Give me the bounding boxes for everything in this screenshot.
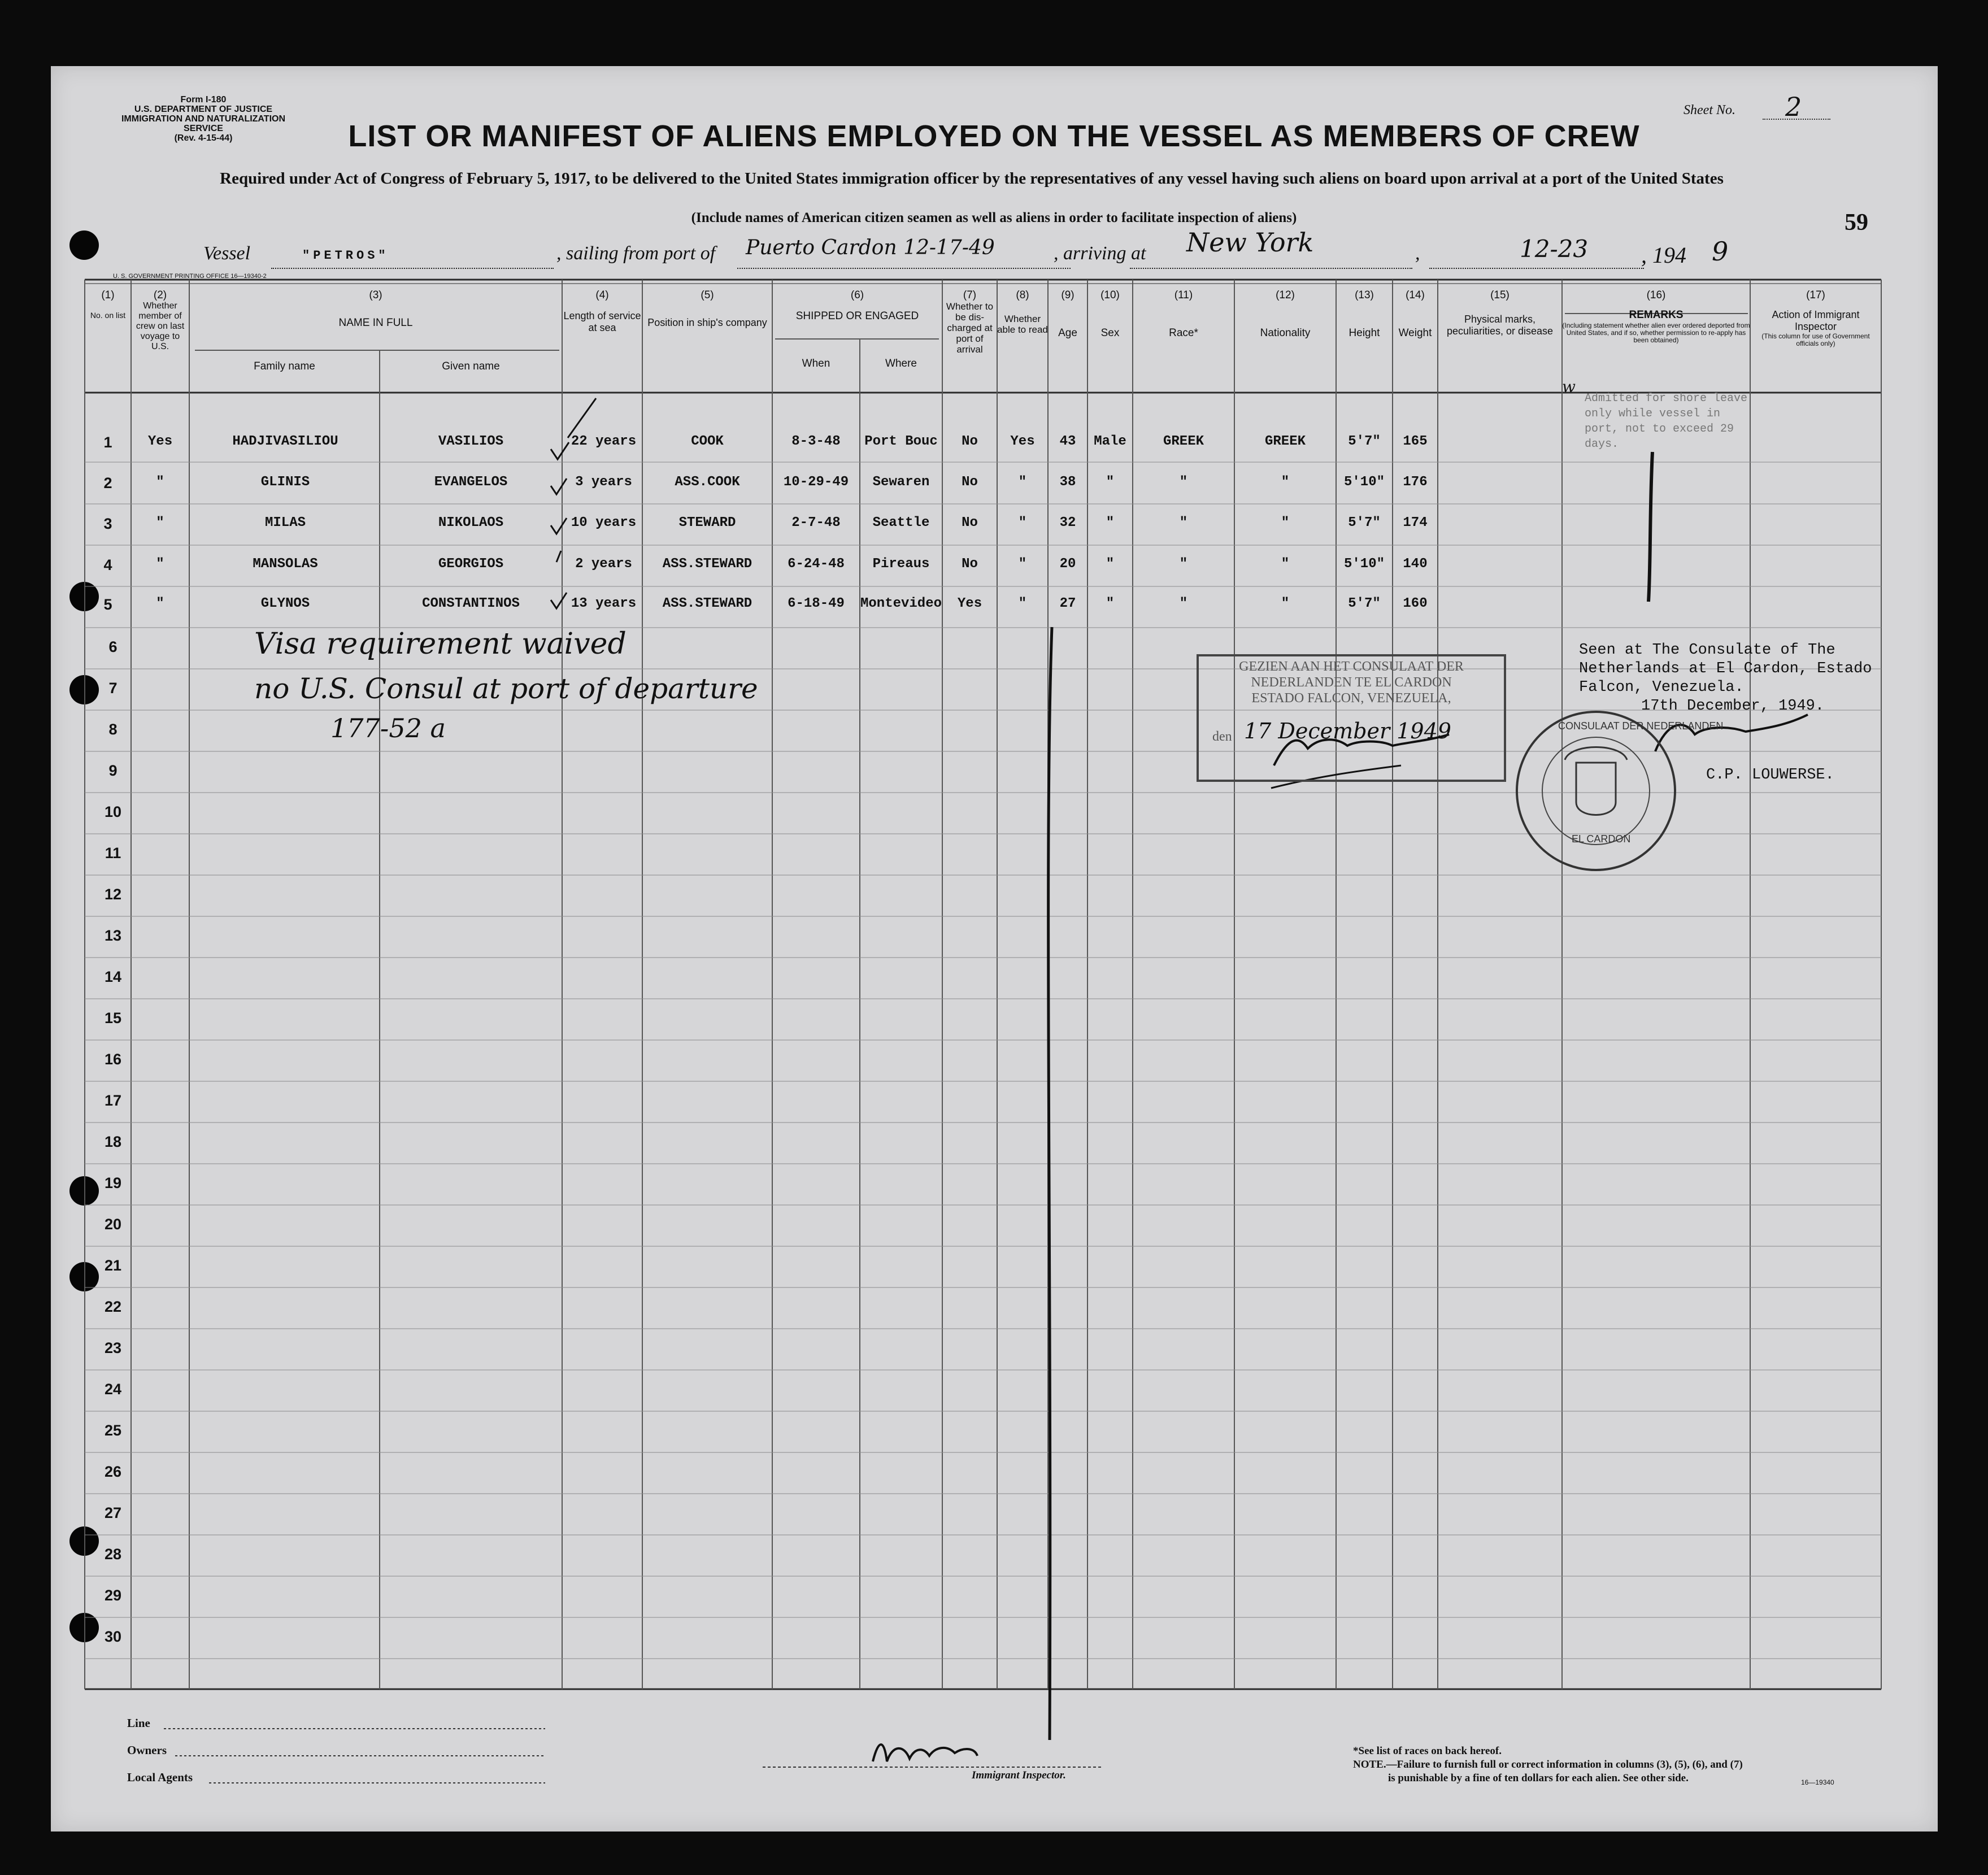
crew-position-cell: COOK <box>691 434 724 449</box>
crew-discharged-cell: Yes <box>957 596 982 611</box>
owners-label: Owners <box>127 1743 167 1757</box>
row-number: 20 <box>104 1216 122 1233</box>
crew-where-cell: Montevideo <box>860 596 942 611</box>
crew-when-cell: 10-29-49 <box>783 475 849 490</box>
year-digit: 9 <box>1712 236 1729 267</box>
col9-header: (9) Age <box>1058 289 1077 339</box>
col4-header: (4) Length of service at sea <box>563 289 641 333</box>
crew-age-cell: 38 <box>1059 475 1076 490</box>
row-number: 7 <box>108 680 118 697</box>
crew-weight-cell: 176 <box>1403 475 1428 490</box>
seal-top-text: CONSULAAT DER NEDERLANDEN <box>1558 720 1724 732</box>
col5-header: (5) Position in ship's company <box>647 289 767 328</box>
crew-sex-cell: " <box>1106 475 1115 490</box>
row-number: 24 <box>104 1381 122 1398</box>
crew-race-cell: " <box>1179 515 1188 530</box>
col16-header: (16) REMARKS (Including statement whether alien ever ordered deported from United States, and if so, whether permission to re-apply has been obtained) <box>1562 289 1750 344</box>
row-number: 27 <box>104 1504 122 1521</box>
crew-no-cell: 2 <box>103 475 112 491</box>
crew-given-cell: CONSTANTINOS <box>422 596 520 611</box>
crew-age-cell: 20 <box>1059 556 1076 572</box>
row-number: 15 <box>104 1010 122 1026</box>
crew-family-cell: GLYNOS <box>260 596 310 611</box>
col14-header: (14) Weight <box>1398 289 1432 339</box>
row-number: 19 <box>104 1174 122 1191</box>
crew-where-cell: Pireaus <box>872 556 930 572</box>
crew-family-cell: MILAS <box>264 515 306 530</box>
row-number: 10 <box>104 803 122 820</box>
crew-given-cell: EVANGELOS <box>434 475 508 490</box>
when-header: When <box>802 358 830 369</box>
sailing-label: , sailing from port of <box>556 243 716 264</box>
row-number: 23 <box>104 1339 122 1356</box>
crew-nationality-cell: " <box>1281 515 1290 530</box>
row-number: 8 <box>108 721 118 738</box>
row-number: 21 <box>104 1257 122 1274</box>
crew-where-cell: Port Bouc <box>864 434 938 449</box>
col11-header: (11) Race* <box>1169 289 1198 339</box>
crew-where-cell: Sewaren <box>872 475 930 490</box>
crew-family-cell: GLINIS <box>260 475 310 490</box>
crew-height-cell: 5'7" <box>1348 515 1381 530</box>
crew-race-cell: " <box>1179 596 1188 611</box>
crew-sex-cell: Male <box>1094 434 1126 449</box>
col17-header: (17) Action of Immigrant Inspector (This column for use of Government officials only) <box>1761 289 1870 347</box>
crew-age-cell: 43 <box>1059 434 1076 449</box>
crew-family-cell: MANSOLAS <box>253 556 318 572</box>
col15-header: (15) Physical marks, peculiarities, or disease <box>1446 289 1554 337</box>
crew-position-cell: STEWARD <box>678 515 736 530</box>
crew-height-cell: 5'7" <box>1348 596 1381 611</box>
crew-family-cell: HADJIVASILIOU <box>232 434 338 449</box>
seal-bottom-text: EL CARDON <box>1572 833 1631 845</box>
crew-position-cell: ASS.STEWARD <box>662 596 752 611</box>
vessel-name: "PETROS" <box>302 249 389 263</box>
crew-race-cell: " <box>1179 475 1188 490</box>
row-number: 26 <box>104 1463 122 1480</box>
local-agents-label: Local Agents <box>127 1770 193 1784</box>
row-number: 25 <box>104 1422 122 1439</box>
crew-no-cell: 3 <box>103 515 112 532</box>
crew-last-voyage-cell: " <box>156 515 164 530</box>
row-number: 12 <box>104 886 122 903</box>
crew-discharged-cell: No <box>962 556 978 572</box>
crew-race-cell: " <box>1179 556 1188 572</box>
crew-discharged-cell: No <box>962 515 978 530</box>
visa-note-line3: 177-52 a <box>330 713 446 743</box>
page-number: 59 <box>1845 210 1868 236</box>
footer-note: *See list of races on back hereof. NOTE.—Failure to furnish full or correct information in columns (3), (5), (6), and (7) is punishable by a fine of ten dollars for each alien. See other side. <box>1353 1745 1743 1784</box>
form-identifier: Form I-180 U.S. DEPARTMENT OF JUSTICE IMMIGRATION AND NATURALIZATION SERVICE (Rev. 4-15-44) <box>121 95 286 143</box>
crew-height-cell: 5'7" <box>1348 434 1381 449</box>
page-subtitle: Required under Act of Congress of February 5, 1917, to be delivered to the United States immigration officer by the representatives of any vessel having such aliens on board upon arrival at a port of the United States <box>220 169 1724 188</box>
row-number: 6 <box>108 638 118 655</box>
crew-weight-cell: 174 <box>1403 515 1428 530</box>
row-number: 28 <box>104 1546 122 1563</box>
row-number: 29 <box>104 1587 122 1604</box>
vessel-label: Vessel <box>203 243 251 264</box>
sheet-number: 2 <box>1785 92 1802 122</box>
col7-header: (7) Whether to be dis-charged at port of arrival <box>946 289 994 355</box>
crew-race-cell: GREEK <box>1163 434 1204 449</box>
arriving-port: New York <box>1186 227 1314 258</box>
crew-last-voyage-cell: " <box>156 475 164 490</box>
crew-read-cell: " <box>1018 475 1027 490</box>
crew-read-cell: Yes <box>1010 434 1035 449</box>
crew-sex-cell: " <box>1106 596 1115 611</box>
sheet-label: Sheet No. <box>1684 103 1735 118</box>
crew-service-cell: 2 years <box>575 556 632 572</box>
given-name-header: Given name <box>442 360 500 372</box>
crew-position-cell: ASS.COOK <box>675 475 740 490</box>
row-number: 16 <box>104 1051 122 1068</box>
crew-height-cell: 5'10" <box>1343 556 1385 572</box>
printing-office: U. S. GOVERNMENT PRINTING OFFICE 16—19340-2 <box>113 273 267 280</box>
page-subnote: (Include names of American citizen seamen as well as aliens in order to facilitate inspection of aliens) <box>691 210 1297 225</box>
crew-where-cell: Seattle <box>872 515 930 530</box>
crew-weight-cell: 165 <box>1403 434 1428 449</box>
crew-given-cell: VASILIOS <box>438 434 504 449</box>
crew-read-cell: " <box>1018 556 1027 572</box>
col12-header: (12) Nationality <box>1260 289 1311 339</box>
row-number: 22 <box>104 1298 122 1315</box>
comma: , <box>1415 243 1420 264</box>
crew-given-cell: NIKOLAOS <box>438 515 504 530</box>
row-number: 13 <box>104 927 122 944</box>
col13-header: (13) Height <box>1348 289 1380 339</box>
row-number: 11 <box>105 845 121 862</box>
page-title: LIST OR MANIFEST OF ALIENS EMPLOYED ON THE VESSEL AS MEMBERS OF CREW <box>348 119 1640 153</box>
crew-service-cell: 10 years <box>571 515 637 530</box>
crew-sex-cell: " <box>1106 515 1115 530</box>
row-number: 14 <box>104 968 122 985</box>
crew-read-cell: " <box>1018 596 1027 611</box>
crew-given-cell: GEORGIOS <box>438 556 504 572</box>
crew-last-voyage-cell: " <box>156 556 164 572</box>
crew-height-cell: 5'10" <box>1343 475 1385 490</box>
crew-when-cell: 6-24-48 <box>788 556 845 572</box>
consulate-typed-note: Seen at The Consulate of The Netherlands at El Cardon, Estado Falcon, Venezuela. 17th December, 1949. <box>1579 642 1872 715</box>
row-number: 17 <box>104 1092 122 1109</box>
col1-header: (1) No. on list <box>90 289 126 320</box>
crew-when-cell: 8-3-48 <box>791 434 841 449</box>
col8-header: (8) Whether able to read <box>997 289 1048 335</box>
year-label: , 194 <box>1641 242 1686 268</box>
crew-nationality-cell: " <box>1281 596 1290 611</box>
consul-name: C.P. LOUWERSE. <box>1706 767 1834 784</box>
col2-header: (2) Whether member of crew on last voyage to U.S. <box>136 289 185 351</box>
crew-weight-cell: 140 <box>1403 556 1428 572</box>
crew-nationality-cell: " <box>1281 556 1290 572</box>
crew-age-cell: 32 <box>1059 515 1076 530</box>
shore-leave-remark: Admitted for shore leave only while vessel in port, not to exceed 29 days. <box>1585 392 1748 451</box>
crew-discharged-cell: No <box>962 434 978 449</box>
crew-last-voyage-cell: " <box>156 596 164 611</box>
crew-no-cell: 4 <box>103 556 112 573</box>
crew-when-cell: 6-18-49 <box>788 596 845 611</box>
crew-service-cell: 3 years <box>575 475 632 490</box>
row-number: 30 <box>104 1628 122 1645</box>
crew-nationality-cell: " <box>1281 475 1290 490</box>
form-code: 16—19340 <box>1801 1778 1834 1786</box>
crew-service-cell: 22 years <box>571 434 637 449</box>
crew-service-cell: 13 years <box>571 596 637 611</box>
crew-when-cell: 2-7-48 <box>791 515 841 530</box>
crew-no-cell: 5 <box>103 596 112 613</box>
crew-weight-cell: 160 <box>1403 596 1428 611</box>
arrival-date: 12-23 <box>1520 235 1589 263</box>
crew-read-cell: " <box>1018 515 1027 530</box>
family-name-header: Family name <box>254 360 315 372</box>
col10-header: (10) Sex <box>1100 289 1120 339</box>
crew-last-voyage-cell: Yes <box>147 434 173 449</box>
row-number: 9 <box>108 762 118 779</box>
crew-nationality-cell: GREEK <box>1264 434 1306 449</box>
crew-age-cell: 27 <box>1059 596 1076 611</box>
crew-sex-cell: " <box>1106 556 1115 572</box>
inspector-label: Immigrant Inspector. <box>972 1769 1066 1781</box>
crew-discharged-cell: No <box>962 475 978 490</box>
col6-header: (6) SHIPPED OR ENGAGED <box>795 289 919 322</box>
line-label: Line <box>127 1716 150 1730</box>
row-number: 18 <box>104 1133 122 1150</box>
where-header: Where <box>885 358 917 369</box>
col3-header: (3) NAME IN FULL <box>338 289 413 329</box>
crew-no-cell: 1 <box>103 434 112 451</box>
consulate-stamp: GEZIEN AAN HET CONSULAAT DER NEDERLANDEN TE EL CARDON ESTADO FALCON, VENEZUELA, den 17 December 1949 <box>1197 654 1506 782</box>
arriving-label: , arriving at <box>1054 243 1146 264</box>
crew-position-cell: ASS.STEWARD <box>662 556 752 572</box>
sailing-port: Puerto Cardon 12-17-49 <box>746 236 995 259</box>
remark-initial: w <box>1562 377 1576 396</box>
visa-note-line2: no U.S. Consul at port of departure <box>254 672 758 705</box>
visa-note-line1: Visa requirement waived <box>254 627 627 661</box>
